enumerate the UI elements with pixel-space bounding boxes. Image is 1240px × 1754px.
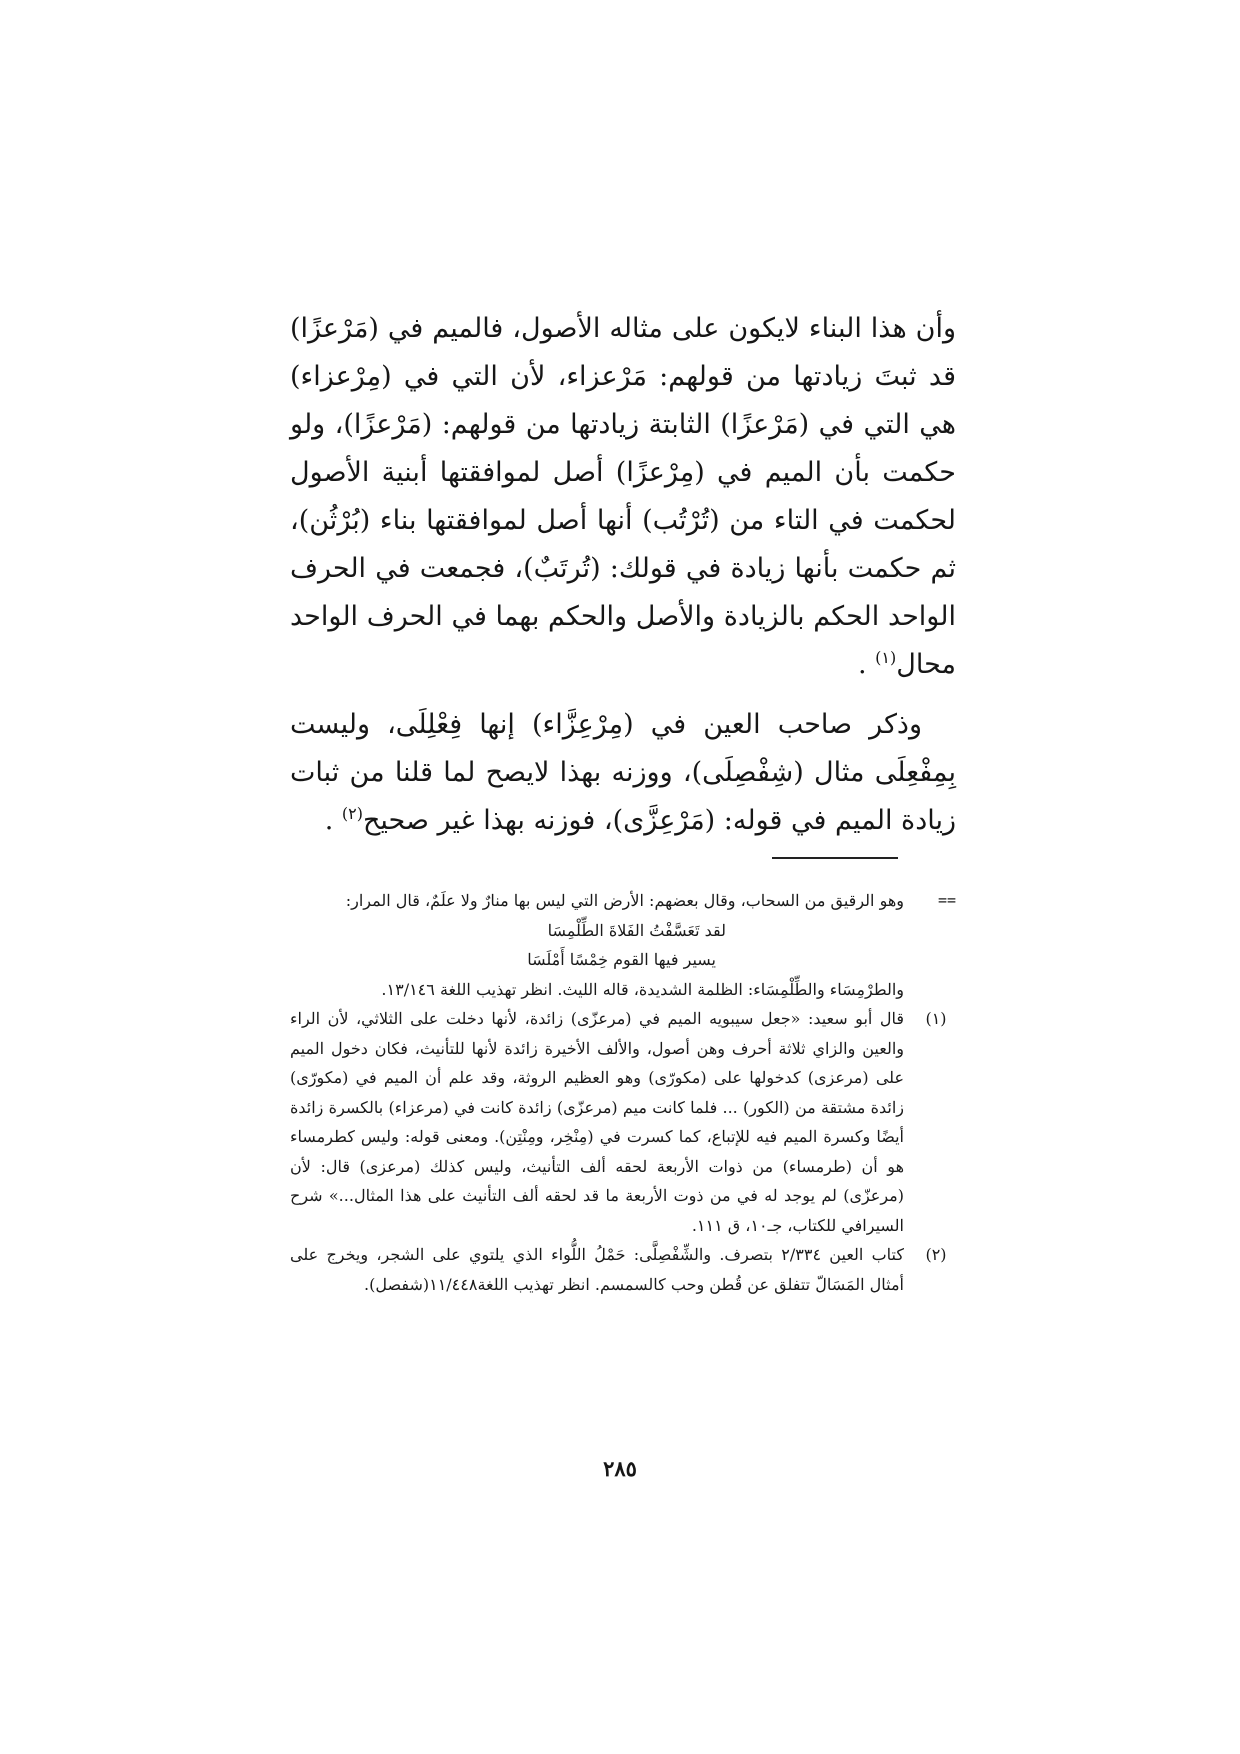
footnote-1 [290,1004,956,1240]
paragraph-1-end: . [857,649,867,680]
paragraph-2 [290,701,956,845]
footnote-1-text: قال أبو سعيد: «جعل سيبويه الميم في (مرعزّى) زائدة، لأنها دخلت على الثلاثي، لأن الراء والعين والزاي ثلاثة أحرف وهن أصول، والألف الأخيرة زائدة لأنها للتأنيث، فكان دخول الميم على (مرعزى) كدخولها على (مكورّى) وهو العظيم الروثة، وقد علم أن الميم في (مكورّى) زائدة مشتقة من (الكور) ... فلما كانت ميم (مرعزّى) زائدة كانت في (مرعزاء) بالكسرة زائدة أيضًا وكسرة الميم فيه للإتباع، كما كسرت في (مِنْخِر، ومِنْتِن). ومعنى قوله: وليس كطرمساء هو أن (طرمساء) من ذوات الأربعة لحقه ألف التأنيث، وليس كذلك (مرعزى) قال: لأن (مرعزّى) لم يوجد له في من ذوت الأربعة ما قد لحقه ألف التأنيث على هذا المثال...» شرح السيرافي للكتاب، جـ١٠، ق ١١١. [290,1009,905,1235]
continuation-marker: == [937,891,956,909]
footnotes [290,886,956,1299]
footnote-2-text: كتاب العين ٢/٣٣٤ بتصرف. والشِّفْصِلَّى: حَمْلُ اللُّواء الذي يلتوي على الشجر، ويخرج على أمثال المَسَالّ تتفلق عن قُطن وحب كالسمسم. انظر تهذيب اللغة١١/٤٤٨(شفصل). [290,1245,905,1294]
footnote-ref-1: (١) [875,648,897,667]
footnote-2 [290,1240,956,1299]
paragraph-2-text: وذكر صاحب العين في (مِرْعِزَّاء) إنها فِعْلِلَى، وليست بِمِفْعِلَى مثال (شِفْصِلَى)، ووزنه بهذا لايصح لما قلنا من ثبات زيادة الميم في قوله: (مَرْعِزَّى)، فوزنه بهذا غير صحيح [290,709,956,836]
main-text [290,305,956,845]
continuation-text: وهو الرقيق من السحاب، وقال بعضهم: الأرض التي ليس بها منارٌ ولا علَمٌ، قال المرار: [345,891,904,910]
footnote-2-number: (٢) [925,1245,947,1264]
footnote-continuation [290,886,956,916]
paragraph-2-end: . [324,805,334,836]
paragraph-1-text: وأن هذا البناء لايكون على مثاله الأصول، فالميم في (مَرْعزًا) قد ثبتَ زيادتها من قولهم: مَرْعزاء، لأن التي في (مِرْعزاء) هي التي في (مَرْعزًا) الثابتة زيادتها من قولهم: (مَرْعزًا)، ولو حكمت بأن الميم في (مِرْعزًا) أصل لموافقتها أبنية الأصول لحكمت في التاء من (تُرْتُب) أنها أصل لموافقتها بناء (بُرْثُن)، ثم حكمت بأنها زيادة في قولك: (تُرتَبٌ)، فجمعت في الحرف الواحد الحكم بالزيادة والأصل والحكم بهما في الحرف الواحد محال [290,313,956,680]
continuation-tail-text: والطرْمِسَاء والطِّلْمِسَاء: الظلمة الشديدة، قاله الليث. انظر تهذيب اللغة ١٣/١٤٦. [381,979,904,999]
page-number: ٢٨٥ [603,1456,637,1481]
continuation-tail [290,975,956,1005]
footnote-1-number: (١) [925,1009,947,1028]
verse-line-1: لقد تَعَسَّفْتُ الفَلاةَ الطِّلْمِسَا [547,920,726,940]
footnote-ref-2: (٢) [341,804,363,823]
paragraph-1 [290,305,956,689]
verse-line-2: يسير فيها القوم خِمْسًا أَمْلَسَا [527,950,716,969]
footnote-separator [772,857,898,859]
